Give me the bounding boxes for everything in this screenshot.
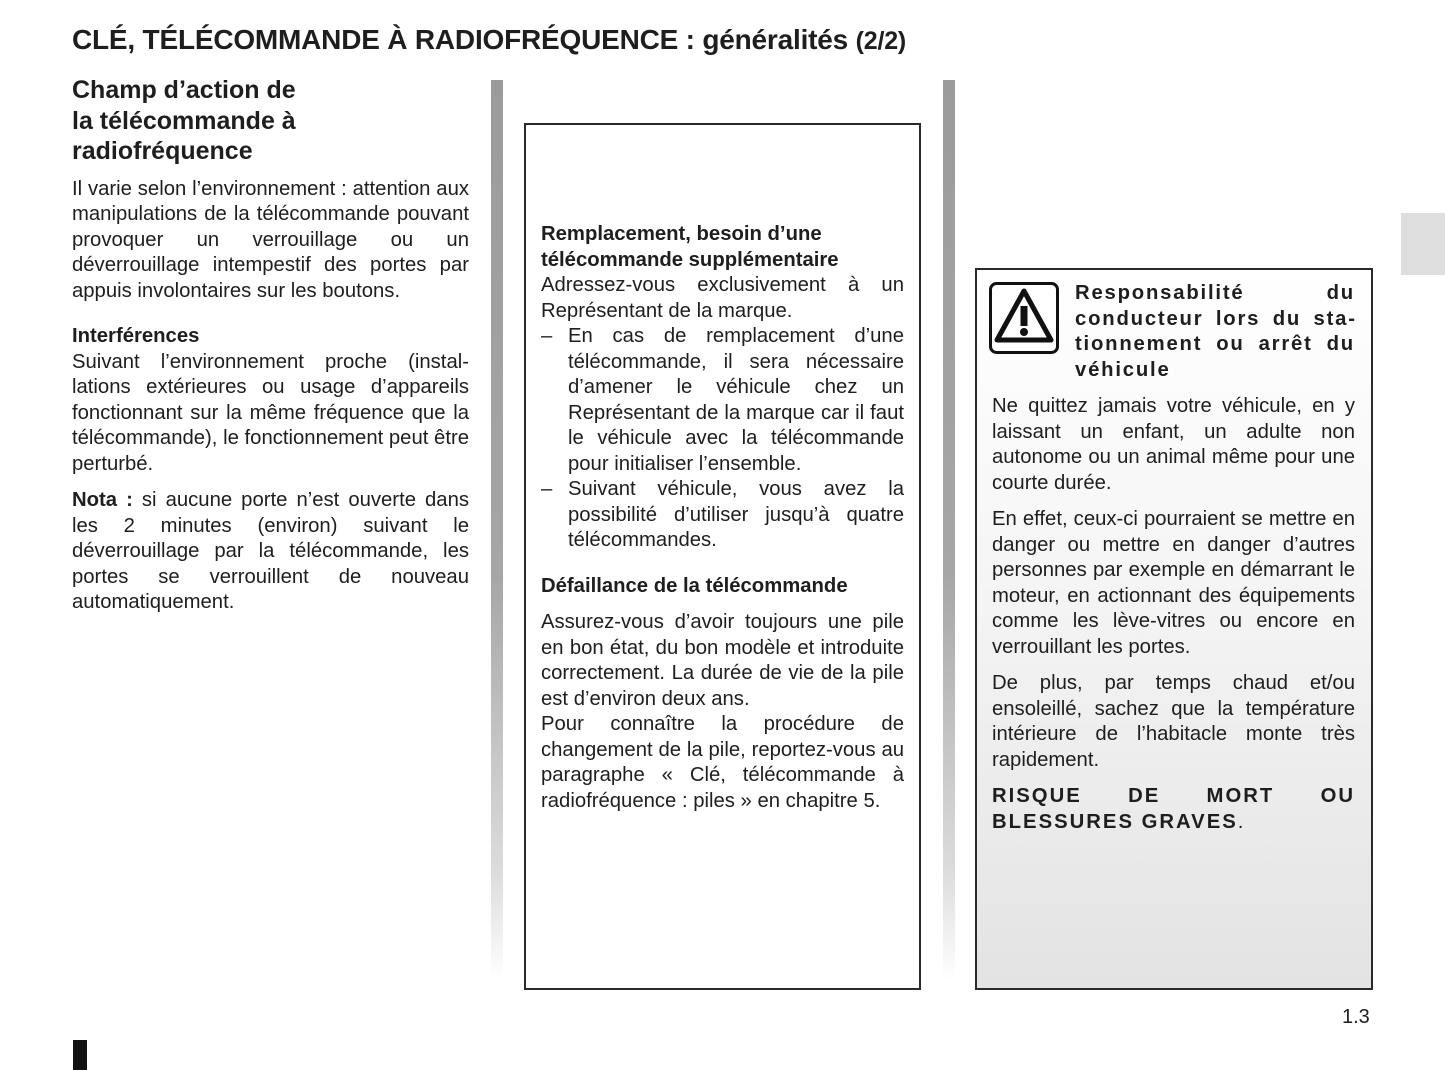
failure-title: Défaillance de la télécommande xyxy=(541,574,848,597)
warning-triangle-icon xyxy=(989,282,1059,354)
warning-paragraph-2: En effet, ceux-ci pourraient se mettre en danger ou mettre en danger d’autres personnes par exemple en démarrant le moteur, en actionnant des équipements comme les lève-vitres ou encore en verrouillant les portes. xyxy=(992,508,1355,658)
warning-paragraph-3: De plus, par temps chaud et/ou ensoleillé, sachez que la température intérieure de l’habitacle monte très rapidement. xyxy=(992,672,1355,771)
heading-line: Champ d’action de xyxy=(72,76,296,104)
risk-statement xyxy=(992,784,1355,835)
heading-line: la télécommande à xyxy=(72,106,296,135)
nota-paragraph xyxy=(72,488,469,616)
section-heading xyxy=(72,75,469,167)
dash-marker: – xyxy=(541,325,553,347)
corner-mark xyxy=(73,1040,87,1070)
list-item-text: En cas de remplacement d’une télécommande, il sera nécessaire d’amener le véhicule chez un Représentant de la marque car il faut le véhicule avec la télécommande pour initialiser l’ensemble. xyxy=(568,325,904,475)
warning-body xyxy=(992,394,1355,835)
heading-line: radiofréquence xyxy=(72,137,253,165)
failure-paragraph-1: Assurez-vous d’avoir toujours une pile en bon état, du bon modèle et introduite correctement. La durée de vie de la pile est d’environ deux ans. xyxy=(541,611,904,710)
list-item-text: Suivant véhicule, vous avez la possibilité d’utiliser jusqu’à quatre télécommandes. xyxy=(568,478,904,551)
page-number: 1.3 xyxy=(1342,1006,1370,1028)
failure-paragraph-2: Pour connaître la procédure de changement de la pile, reportez-vous au paragraphe « Clé, télécommande à radiofréquence : piles » en chapitre 5. xyxy=(541,713,904,812)
replacement-title-line: Remplacement, besoin d’une xyxy=(541,223,822,245)
interference-title: Interférences xyxy=(72,325,200,347)
section-tab xyxy=(1401,213,1445,275)
risk-end: . xyxy=(1237,810,1244,833)
dash-marker: – xyxy=(541,478,553,500)
intro-paragraph: Il varie selon l’environnement : attention aux manipulations de la télécommande pouvant provoquer un verrouillage ou un déverrouillage intempestif des portes par appuis involontaires sur les boutons. xyxy=(72,177,469,302)
warning-paragraph-1: Ne quittez jamais votre véhicule, en y laissant un enfant, un adulte non autonome ou un animal même pour une courte durée. xyxy=(992,395,1355,494)
risk-text: RISQUE DE MORT OU BLESSURES GRAVES xyxy=(992,785,1355,833)
list-item xyxy=(541,324,904,477)
replacement-intro: Adressez-vous exclusivement à un Représentant de la marque. xyxy=(541,274,904,322)
nota-label: Nota : xyxy=(72,489,133,511)
nota-text: si aucune porte n’est ouverte dans les 2 minutes (environ) suivant le déverrouillage par la télécommande, les portes se verrouillent de nouveau automatiquement. xyxy=(72,489,469,613)
warning-title: Responsabilité du conducteur lors du stationnement ou arrêt du véhicule xyxy=(1075,282,1355,381)
column-divider-bar xyxy=(491,80,503,980)
page-title xyxy=(72,24,906,56)
column-divider-bar xyxy=(943,80,955,980)
replacement-title xyxy=(541,222,904,273)
title-page-part: (2/2) xyxy=(855,27,907,55)
left-column xyxy=(72,75,469,616)
replacement-title-line: télécommande supplémentaire xyxy=(541,248,839,271)
middle-column xyxy=(541,222,904,814)
title-text: CLÉ, TÉLÉCOMMANDE À RADIOFRÉQUENCE : généralités xyxy=(72,24,849,55)
interference-paragraph: Suivant l’environnement proche (installations extérieures ou usage d’appareils fonctionnant sur la même fréquence que la télécommande), le fonctionnement peut être perturbé. xyxy=(72,350,469,475)
list-item xyxy=(541,477,904,554)
